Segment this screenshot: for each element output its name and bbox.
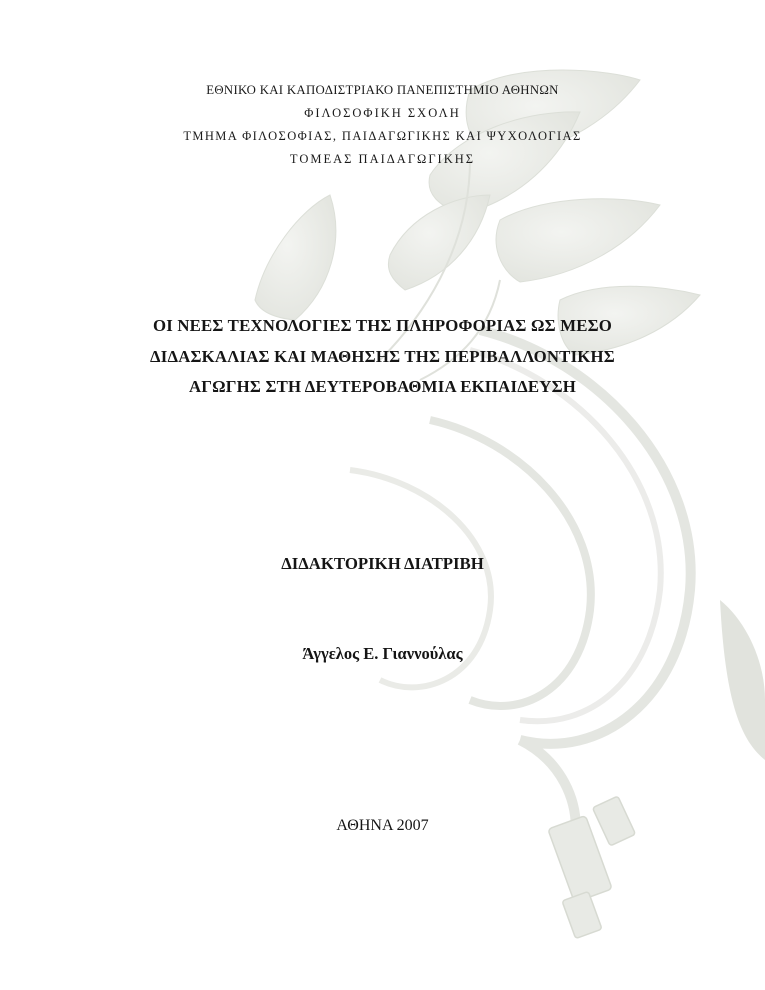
thesis-title-line-2: ΔΙΔΑΣΚΑΛΙΑΣ ΚΑΙ ΜΑΘΗΣΗΣ ΤΗΣ ΠΕΡΙΒΑΛΛΟΝΤΙΚΗΣ: [150, 347, 615, 366]
department-name: ΤΜΗΜΑ ΦΙΛΟΣΟΦΙΑΣ, ΠΑΙΔΑΓΩΓΙΚΗΣ ΚΑΙ ΨΥΧΟΛΟΓΙΑΣ: [183, 129, 582, 143]
author-name: Άγγελος Ε. Γιαννούλας: [302, 644, 463, 663]
document-type: ΔΙΔΑΚΤΟΡΙΚΗ ΔΙΑΤΡΙΒΗ: [281, 554, 484, 573]
university-name: ΕΘΝΙΚΟ ΚΑΙ ΚΑΠΟΔΙΣΤΡΙΑΚΟ ΠΑΝΕΠΙΣΤΗΜΙΟ ΑΘΗΝΩΝ: [206, 83, 559, 97]
school-name: ΦΙΛΟΣΟΦΙΚΗ ΣΧΟΛΗ: [304, 106, 461, 120]
thesis-title-line-3: ΑΓΩΓΗΣ ΣΤΗ ΔΕΥΤΕΡΟΒΑΘΜΙΑ ΕΚΠΑΙΔΕΥΣΗ: [188, 377, 577, 396]
section-name: ΤΟΜΕΑΣ ΠΑΙΔΑΓΩΓΙΚΗΣ: [289, 152, 476, 166]
edge-leaf: [720, 600, 765, 760]
thesis-title-line-1: ΟΙ ΝΕΕΣ ΤΕΧΝΟΛΟΓΙΕΣ ΤΗΣ ΠΛΗΡΟΦΟΡΙΑΣ ΩΣ ΜΕΣΟ: [152, 316, 613, 335]
usb-cable-loops: [350, 330, 691, 840]
place-and-year: ΑΘΗΝΑ 2007: [336, 817, 429, 834]
